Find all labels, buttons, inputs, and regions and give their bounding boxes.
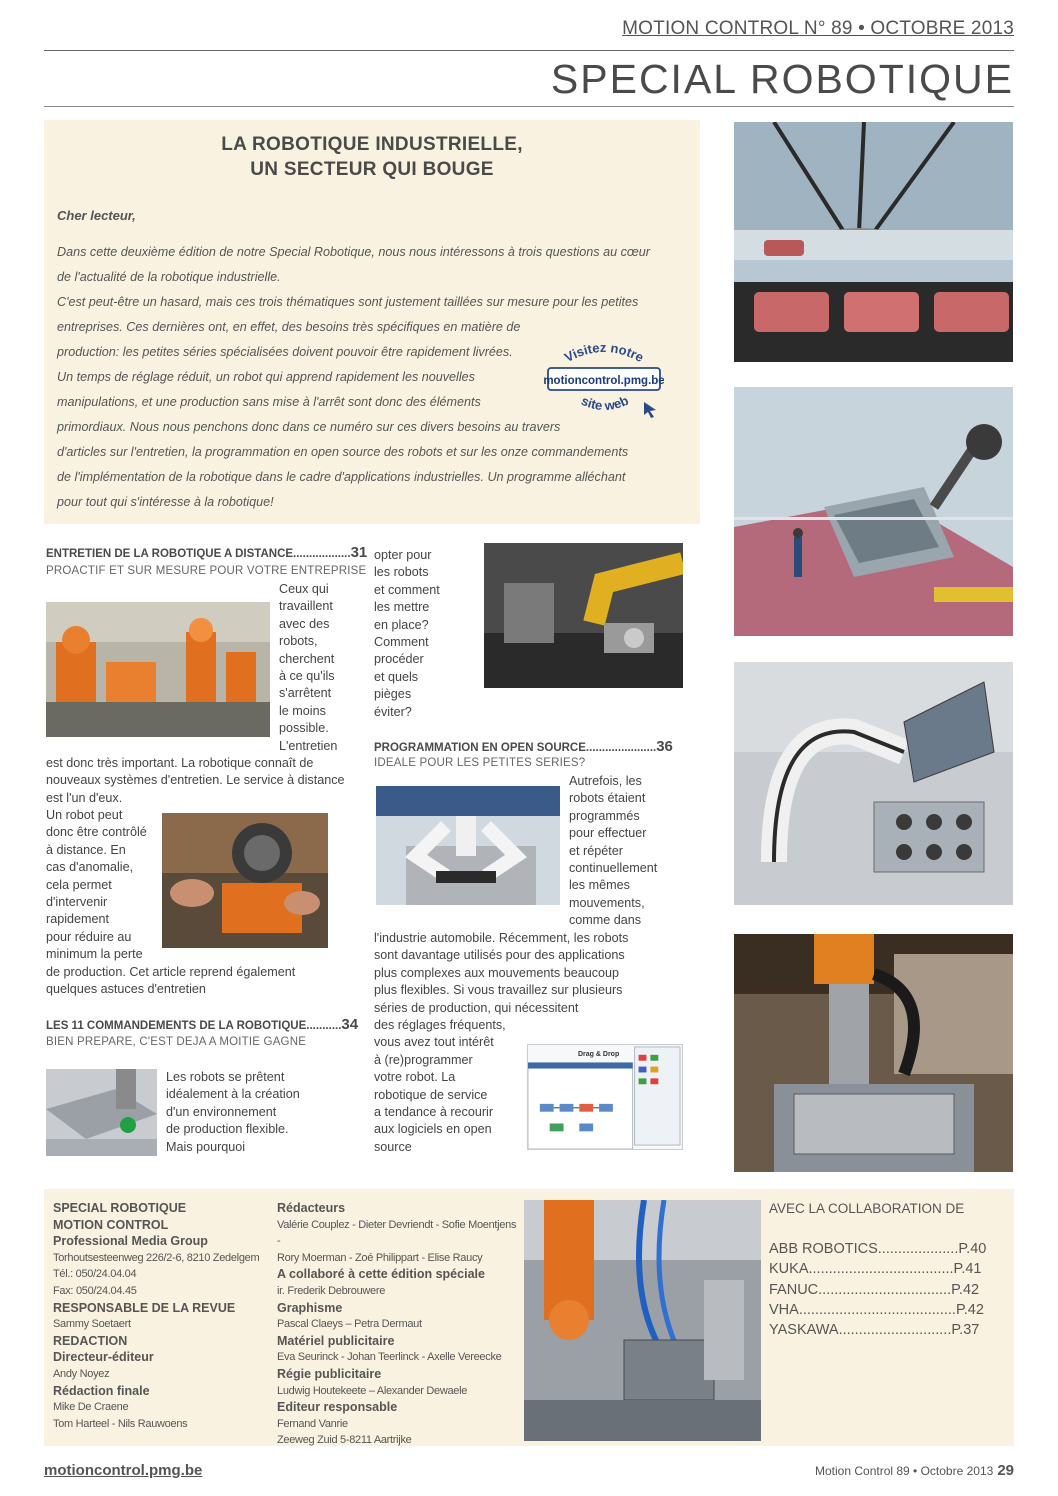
entretien-full-text-2: de production. Cet article reprend également quelques astuces d'entretien <box>46 965 296 997</box>
stamp-url: motioncontrol.pmg.be <box>544 375 664 387</box>
photo-robot-cell-cables <box>524 1200 761 1441</box>
photo-orange-robot-gripper <box>734 934 1013 1172</box>
section-title-opensource: PROGRAMMATION EN OPEN SOURCE......................36 <box>374 738 673 755</box>
intro-title: LA ROBOTIQUE INDUSTRIELLE, UN SECTEUR QUI BOUGE <box>221 134 523 180</box>
intro-line: entreprises. Ces dernières ont, en effet, des besoins très spécifiques en matière de <box>57 320 521 334</box>
collab-item: KUKA....................................P.41 <box>769 1261 982 1278</box>
entretien-column-2: Un robot peut donc être contrôlé à distance. En cas d'anomalie, cela permet d'intervenir rapidement pour réduire au minimum la perte <box>46 808 147 962</box>
footer-issue-info: Motion Control 89 • Octobre 2013 29 <box>815 1462 1014 1479</box>
footer-website-link[interactable]: motioncontrol.pmg.be <box>44 1462 203 1479</box>
photo-yellow-robot-machining <box>484 543 683 688</box>
section-page-number: 31 <box>350 544 368 561</box>
intro-line: C'est peut-être un hasard, mais ces trois thématiques sont justement taillées sur mesure pour les petites <box>57 295 639 309</box>
photo-orange-robots-line <box>46 602 270 737</box>
intro-box <box>44 120 700 524</box>
collab-item: FANUC.................................P.42 <box>769 1281 980 1298</box>
collab-title: AVEC LA COLLABORATION DE <box>769 1201 965 1216</box>
collab-list <box>769 1239 1007 1340</box>
intro-line: de l'actualité de la robotique industrielle. <box>57 270 281 284</box>
intro-line: de l'implémentation de la robotique dans le cadre d'applications industrielles. Un programme alléchant <box>57 470 626 484</box>
opensource-column-1: Autrefois, les robots étaient programmés pour effectuer et répéter continuellement les mêmes mouvements, comme dans <box>569 774 658 928</box>
photo-delta-robot-meat <box>734 122 1013 362</box>
photo-dual-arm-robot <box>376 786 560 905</box>
credits-column-2: Rédacteurs Valérie Couplez - Dieter Devriendt - Sofie Moentjens - Rory Moerman - Zoé Philippart - Elise Raucy A collaboré à cette édition spéciale ir. Frederik Debrouwere Graphisme Pascal Claeys – Petra Dermaut Matériel publicitaire Eva Seurinck - Johan Teerlinck - Axelle Vereecke Régie publicitaire Ludwig Houtekeete – Alexander Dewaele Editeur responsable Fernand Vanrie Zeeweg Zuid 5-8211 Aartrijke <box>277 1201 517 1447</box>
intro-greeting: Cher lecteur, <box>57 208 136 223</box>
section-title-commandements: LES 11 COMMANDEMENTS DE LA ROBOTIQUE...........34 <box>46 1016 359 1033</box>
intro-line: d'articles sur l'entretien, la programmation en open source des robots et sur les onze commandements <box>57 445 629 459</box>
issue-line: MOTION CONTROL N° 89 • OCTOBRE 2013 <box>622 18 1014 39</box>
section-subtitle-commandements: BIEN PREPARE, C'EST DEJA A MOITIE GAGNE <box>46 1036 307 1048</box>
screenshot-label: Drag & Drop <box>578 1051 620 1058</box>
opensource-full-text: l'industrie automobile. Récemment, les robots sont davantage utilisés pour des applications plus complexes aux mouvements beaucoup plus flexibles. Si vous travaillez sur plusieurs séries de production, qui nécessitent <box>374 931 629 1015</box>
collab-item: ABB ROBOTICS....................P.40 <box>769 1241 987 1257</box>
collab-item: VHA.......................................P.42 <box>769 1301 984 1318</box>
intro-line: Dans cette deuxième édition de notre Special Robotique, nous nous intéressons à trois questions au cœur <box>57 245 650 259</box>
intro-line: manipulations, et une production sans mise à l'arrêt sont donc des éléments <box>57 395 481 409</box>
entretien-full-text-1: est donc très important. La robotique connaît de nouveaux systèmes d'entretien. Le service à distance est l'un d'eux. <box>46 756 345 805</box>
stamp-bottom-text: site web <box>579 392 631 414</box>
page-title: SPECIAL ROBOTIQUE <box>550 56 1014 102</box>
opensource-column-2: des réglages fréquents, vous avez tout intérêt à (re)programmer votre robot. La robotique de service a tendance à recourir aux logiciels en open source <box>374 1018 506 1154</box>
intro-line: pour tout qui s'intéresse à la robotique! <box>57 495 274 509</box>
credits-column-1: SPECIAL ROBOTIQUE MOTION CONTROL Professional Media Group Torhoutsesteenweg 226/2-6, 8210 Zedelgem Tél.: 050/24.04.04 Fax: 050/24.04.45 RESPONSABLE DE LA REVUE Sammy Soetaert REDACTION Directeur-éditeur Andy Noyez Rédaction finale Mike De Craene Tom Harteel - Nils Rauwoens <box>53 1201 260 1430</box>
intro-line: production: les petites séries spécialisées doivent pouvoir être rapidement livrées. <box>57 345 513 359</box>
photo-robot-cell-operator <box>734 387 1013 636</box>
intro-line: Un temps de réglage réduit, un robot qui apprend rapidement les nouvelles <box>57 370 475 384</box>
section-page-number: 34 <box>341 1016 359 1033</box>
header-divider <box>44 50 1014 51</box>
page-number: 29 <box>997 1462 1014 1479</box>
title-divider <box>44 106 1014 107</box>
cursor-icon <box>644 402 656 418</box>
website-stamp[interactable] <box>544 340 664 420</box>
middle-column-text: opter pour les robots et comment les mettre en place? Comment procéder et quels pièges éviter? <box>374 548 440 719</box>
photo-robot-box <box>46 1069 157 1156</box>
entretien-column-1: Ceux qui travaillent avec des robots, cherchent à ce qu'ils s'arrêtent le moins possible. L'entretien <box>279 582 338 753</box>
section-title-entretien: ENTRETIEN DE LA ROBOTIQUE A DISTANCE..................31 <box>46 544 368 561</box>
software-screenshot <box>527 1044 683 1150</box>
collab-item: YASKAWA............................P.37 <box>769 1322 980 1339</box>
stamp-top-text: Visitez notre <box>561 340 647 366</box>
section-subtitle-opensource: IDEALE POUR LES PETITES SERIES? <box>374 757 586 769</box>
section-page-number: 36 <box>656 738 673 755</box>
section-subtitle-entretien: PROACTIF ET SUR MESURE POUR VOTRE ENTREPRISE <box>46 565 367 577</box>
intro-line: primordiaux. Nous nous penchons donc dans ce numéro sur ces divers besoins au travers <box>57 420 561 434</box>
photo-maintenance-hands <box>162 813 328 948</box>
commandements-column: Les robots se prêtent idéalement à la création d'un environnement de production flexible. Mais pourquoi <box>166 1070 300 1154</box>
photo-white-robot-solar <box>734 662 1013 905</box>
